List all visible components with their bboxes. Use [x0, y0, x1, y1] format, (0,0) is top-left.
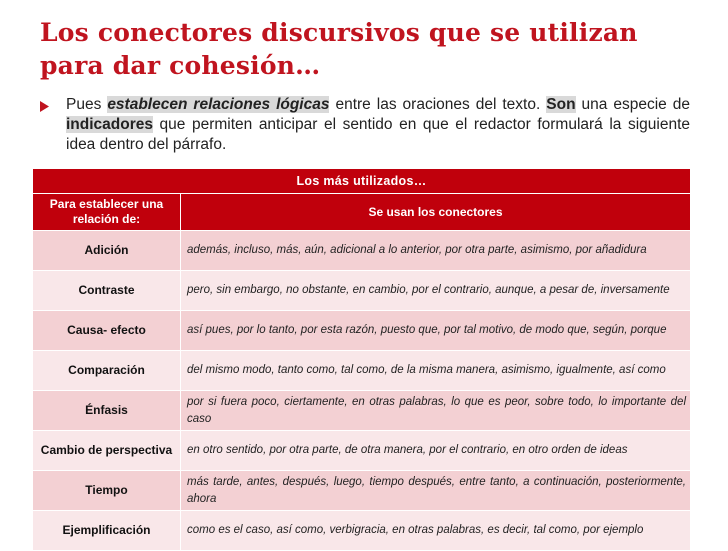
table-row	[33, 431, 691, 471]
intro-text-3: una especie de	[575, 96, 690, 113]
table-row	[33, 351, 691, 391]
connectors-cell: más tarde, antes, después, luego, tiempo después, entre tanto, a continuación, posteriormente, ahora	[181, 471, 691, 511]
slide-title: Los conectores discursivos que se utilizan para dar cohesión…	[40, 18, 638, 80]
intro-text-1: Pues	[66, 96, 108, 113]
column-header-connectors: Se usan los conectores	[181, 194, 691, 231]
intro-paragraph	[40, 95, 690, 155]
connectors-cell: por si fuera poco, ciertamente, en otras palabras, lo que es peor, sobre todo, lo importante del caso	[181, 391, 691, 431]
column-header-relation: Para establecer una relación de:	[33, 194, 181, 231]
intro-emphasis-son: Son	[546, 96, 576, 113]
relation-cell: Énfasis	[33, 391, 181, 431]
relation-cell: Cambio de perspectiva	[33, 431, 181, 471]
table-row	[33, 231, 691, 271]
relation-cell: Ejemplificación	[33, 511, 181, 551]
triangle-right-icon	[40, 99, 50, 111]
intro-text-2: entre las oraciones del texto.	[329, 96, 547, 113]
relation-cell: Tiempo	[33, 471, 181, 511]
table-row	[33, 391, 691, 431]
connectors-cell: del mismo modo, tanto como, tal como, de la misma manera, asimismo, igualmente, así como	[181, 351, 691, 391]
connectors-cell: como es el caso, así como, verbigracia, en otras palabras, es decir, tal como, por ejemplo	[181, 511, 691, 551]
intro-text-4: que permiten anticipar el sentido en que el redactor formulará la siguiente idea dentro del párrafo.	[66, 116, 690, 153]
relation-cell: Comparación	[33, 351, 181, 391]
connectors-cell: en otro sentido, por otra parte, de otra manera, por el contrario, en otro orden de ideas	[181, 431, 691, 471]
connectors-table	[32, 168, 691, 551]
table-row	[33, 311, 691, 351]
connectors-cell: además, incluso, más, aún, adicional a lo anterior, por otra parte, asimismo, por añadidura	[181, 231, 691, 271]
table-main-header: Los más utilizados…	[33, 169, 691, 194]
connectors-cell: así pues, por lo tanto, por esta razón, puesto que, por tal motivo, de modo que, según, porque	[181, 311, 691, 351]
relation-cell: Causa- efecto	[33, 311, 181, 351]
table-row	[33, 511, 691, 551]
intro-emphasis-2: indicadores	[66, 116, 153, 133]
table-row	[33, 271, 691, 311]
relation-cell: Adición	[33, 231, 181, 271]
connectors-cell: pero, sin embargo, no obstante, en cambio, por el contrario, aunque, a pesar de, inversamente	[181, 271, 691, 311]
intro-emphasis-1: establecen relaciones lógicas	[107, 96, 330, 113]
relation-cell: Contraste	[33, 271, 181, 311]
table-row	[33, 471, 691, 511]
